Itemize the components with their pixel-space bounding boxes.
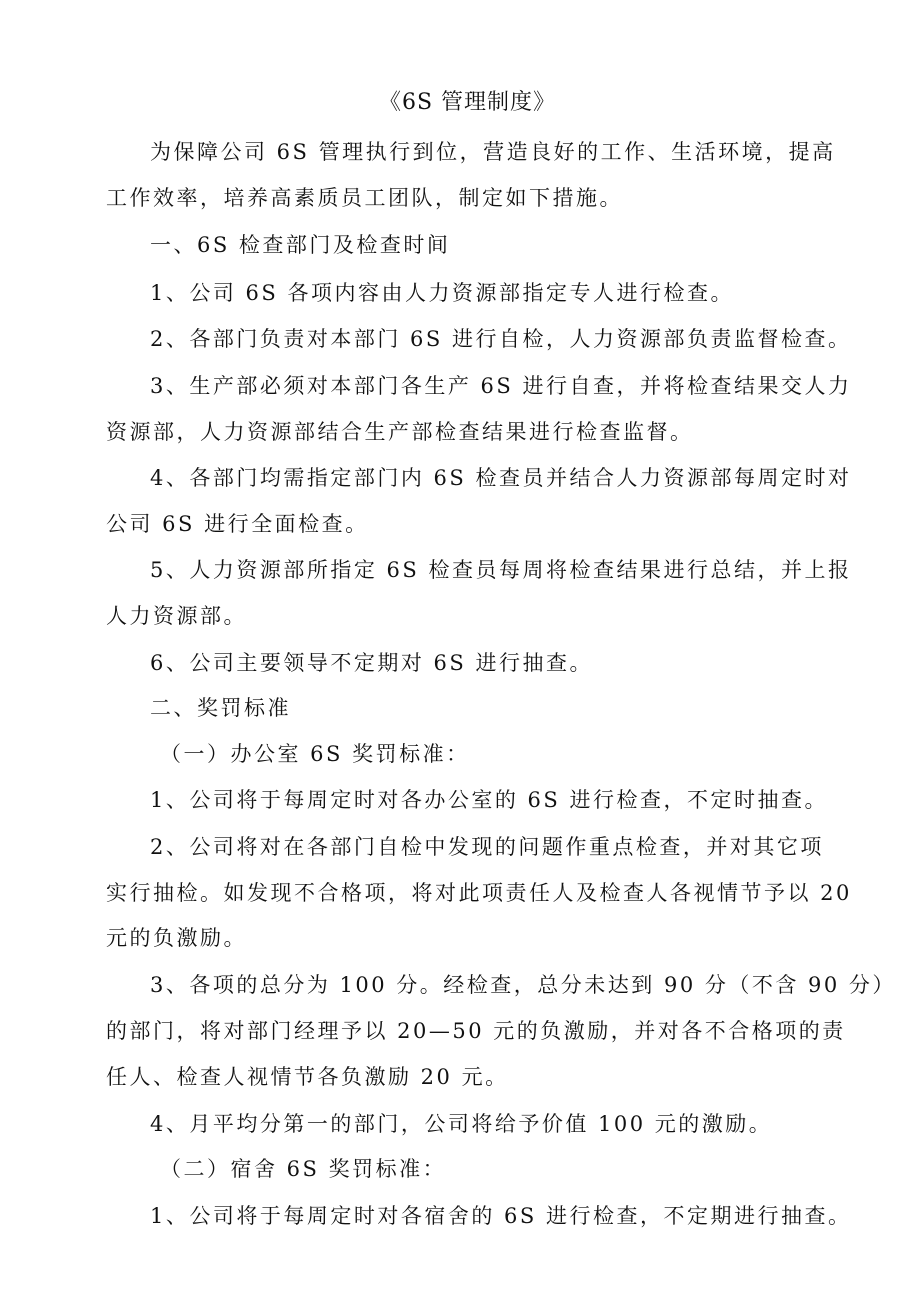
paragraph-intro-line-1: 为保障公司 6S 管理执行到位，营造良好的工作、生活环境，提高	[150, 140, 836, 164]
paragraph-intro-line-2: 工作效率，培养高素质员工团队，制定如下措施。	[106, 186, 623, 210]
section-heading-1: 一、6S 检查部门及检查时间	[150, 233, 451, 257]
list-item-1-5-line-2: 人力资源部。	[106, 604, 247, 628]
list-item-2-2-line-1: 2、公司将对在各部门自检中发现的问题作重点检查，并对其它项	[150, 835, 824, 859]
list-item-1-3-line-2: 资源部，人力资源部结合生产部检查结果进行检查监督。	[106, 420, 694, 444]
list-item-1-5-line-1: 5、人力资源部所指定 6S 检查员每周将检查结果进行总结，并上报	[150, 558, 852, 582]
list-item-1-6: 6、公司主要领导不定期对 6S 进行抽查。	[150, 651, 593, 675]
list-item-1-2: 2、各部门负责对本部门 6S 进行自检，人力资源部负责监督检查。	[150, 327, 852, 351]
list-item-2-3-line-1: 3、各项的总分为 100 分。经检查，总分未达到 90 分（不含 90 分）	[150, 973, 896, 997]
list-item-1-1: 1、公司 6S 各项内容由人力资源部指定专人进行检查。	[150, 281, 734, 305]
subsection-heading-office: （一）办公室 6S 奖罚标准：	[160, 742, 470, 766]
list-item-2-2-line-2: 实行抽检。如发现不合格项，将对此项责任人及检查人各视情节予以 20	[106, 881, 852, 905]
subsection-heading-dormitory: （二）宿舍 6S 奖罚标准：	[160, 1157, 447, 1181]
list-item-2-3-line-3: 任人、检查人视情节各负激励 20 元。	[106, 1065, 509, 1089]
list-item-3-1: 1、公司将于每周定时对各宿舍的 6S 进行检查，不定期进行抽查。	[150, 1204, 852, 1228]
list-item-1-4-line-1: 4、各部门均需指定部门内 6S 检查员并结合人力资源部每周定时对	[150, 466, 852, 490]
list-item-2-4: 4、月平均分第一的部门，公司将给予价值 100 元的激励。	[150, 1112, 773, 1136]
section-heading-2: 二、奖罚标准	[150, 696, 291, 720]
list-item-2-2-line-3: 元的负激励。	[106, 926, 247, 950]
list-item-2-1: 1、公司将于每周定时对各办公室的 6S 进行检查，不定时抽查。	[150, 788, 828, 812]
list-item-2-3-line-2: 的部门，将对部门经理予以 20—50 元的负激励，并对各不合格项的责	[106, 1019, 846, 1043]
document-title: 《6S 管理制度》	[379, 90, 557, 115]
list-item-1-3-line-1: 3、生产部必须对本部门各生产 6S 进行自查，并将检查结果交人力	[150, 374, 852, 398]
list-item-1-4-line-2: 公司 6S 进行全面检查。	[106, 512, 369, 536]
